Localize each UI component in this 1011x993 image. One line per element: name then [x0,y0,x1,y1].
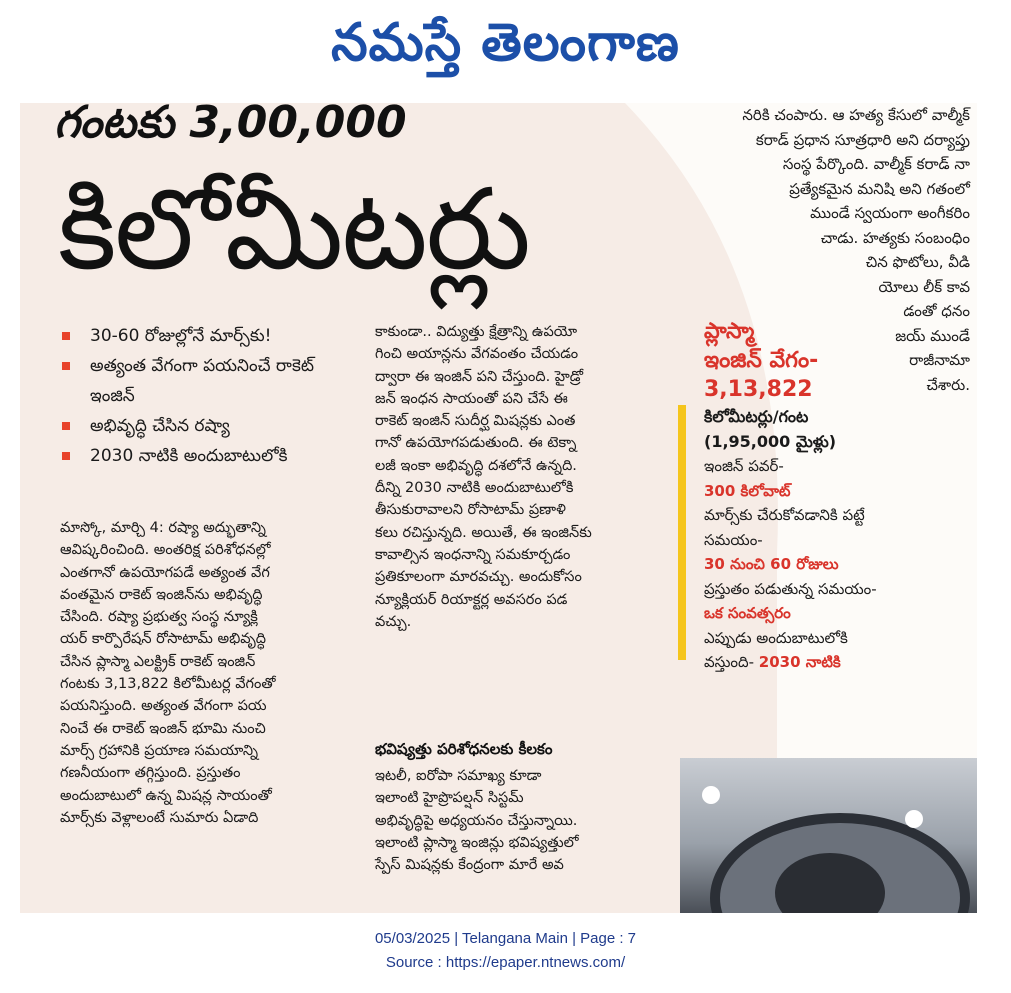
body-line: ద్వారా ఈ ఇంజిన్ పని చేస్తుంది. హైడ్రో [375,368,584,385]
body-line: గంటకు 3,13,822 కిలోమీటర్ల వేగంతో [60,676,276,693]
body-line: చేసింది. రష్యా ప్రభుత్వ సంస్థ న్యూక్లి [60,609,258,626]
fact-box [704,317,964,675]
bullet-square-icon [62,422,70,430]
factbox-current-label: ప్రస్తుతం పడుతున్న సమయం- [704,579,877,598]
newspaper-masthead: నమస్తే తెలంగాణ [331,13,680,73]
body-line: వచ్చు. [375,613,412,630]
body-line: స్పేస్ మిషన్లకు కేంద్రంగా మారే అవ [375,857,564,874]
highlight-item: అభివృద్ధి చేసిన రష్యా [60,411,360,441]
factbox-mars-label-2: సమయం- [704,530,763,549]
body-line: జన్ ఇంధన సాయంతో పని చేసే ఈ [375,390,568,407]
body-line: ఇలాంటి ప్లాస్మా ఇంజిన్లు భవిష్యత్తులో [375,834,579,851]
adjacent-line: యోలు లీక్ కావ [878,277,970,296]
rocket-engine-photo [680,758,977,913]
body-line: కాకుండా.. విద్యుత్తు క్షేత్రాన్ని ఉపయో [375,324,578,340]
news-clipping [20,103,977,913]
body-line: ఇలాంటి హైప్రొపల్షన్ సిస్టమ్ [375,790,524,807]
factbox-availability-line: వస్తుంది- 2030 నాటికి [704,653,841,671]
body-line: తీసుకురావాలని రోసాటామ్ ప్రణాళి [375,502,566,519]
subheading: భవిష్యత్తు పరిశోధనలకు కీలకం [375,740,553,758]
body-line: అభివృద్ధిపై అధ్యయనం చేస్తున్నాయి. [375,812,578,829]
adjacent-line: సంస్థ పేర్కొంది. వాల్మీక్ కరాడ్ నా [782,155,970,173]
body-line: లజీ ఇంకా అభివృద్ధి దశలోనే ఉన్నది. [375,457,577,474]
factbox-title-2: ఇంజిన్ వేగం- [704,348,819,373]
adjacent-line: చాడు. హత్యకు సంబంధిం [820,228,970,247]
headline-kicker: గంటకు 3,00,000 [54,103,407,148]
body-line: కావాల్సిన ఇంధనాన్ని సమకూర్చడం [375,546,571,563]
body-line: మాస్కో, మార్చి 4: రష్యా అద్భుతాన్ని [60,520,266,536]
footer-edition-info: 05/03/2025 | Telangana Main | Page : 7 [374,930,637,947]
body-line: గానో ఉపయోగపడుతుంది. ఈ టెక్నా [375,435,577,452]
bullet-square-icon [62,362,70,370]
body-line: వంతమైన రాకెట్ ఇంజిన్‌ను అభివృద్ధి [60,586,263,603]
factbox-power-value: 300 కిలోవాట్ [704,481,791,500]
body-line: చేసిన ప్లాస్మా ఎలక్ట్రిక్ రాకెట్ ఇంజిన్ [60,653,256,670]
factbox-speed-miles: (1,95,000 మైళ్లు) [704,431,837,451]
factbox-mars-label: మార్స్‌కు చేరుకోవడానికి పట్టే [704,506,865,524]
body-line: గించి అయాన్లను వేగవంతం చేయడం [375,346,579,363]
footer-source-link[interactable]: Source : https://epaper.ntnews.com/ [385,954,626,971]
body-line: కలు రచిస్తున్నది. అయితే, ఈ ఇంజిన్‌కు [375,524,592,541]
article-body-column-2-continued [375,765,665,876]
adjacent-line: చేశారు. [926,375,970,394]
factbox-speed-unit: కిలోమీటర్లు/గంట [704,407,809,426]
body-line: గణనీయంగా తగ్గిస్తుంది. ప్రస్తుతం [60,765,241,782]
body-line: నించే ఈ రాకెట్ ఇంజిన్ భూమి నుంచి [60,720,266,737]
light-glow-shape [702,786,720,804]
body-line: ప్రతికూలంగా మారవచ్చు. అందుకోసం [375,569,582,586]
factbox-power-label: ఇంజిన్ పవర్- [704,457,784,475]
factbox-mars-value: 30 నుంచి 60 రోజులు [704,555,839,573]
body-line: ఎంతగానో ఉపయోగపడే అత్యంత వేగ [60,564,270,581]
factbox-accent-bar [678,405,686,660]
adjacent-line: చిన ఫొటోలు, వీడి [865,253,970,271]
bullet-square-icon [62,452,70,460]
adjacent-line: ప్రత్యేకమైన మనిషి అని గతంలో [789,179,970,198]
article-body-column-1 [60,517,360,829]
article-body-column-2 [375,321,665,633]
body-line: రాకెట్ ఇంజిన్ సుదీర్ఘ మిషన్లకు ఎంత [375,413,576,430]
factbox-current-value: ఒక సంవత్సరం [704,604,791,622]
body-line: పయనిస్తుంది. అత్యంత వేగంగా పయ [60,698,267,715]
body-line: న్యూక్లియర్ రియాక్టర్ల అవసరం పడ [375,591,568,608]
body-line: అందుబాటులో ఉన్న మిషన్ల సాయంతో [60,787,272,804]
highlight-item: 2030 నాటికి అందుబాటులోకి [60,441,360,471]
headline: కిలోమీటర్లు [58,165,530,295]
adjacent-line: కరాడ్ ప్రధాన సూత్రధారి అని దర్యాప్తు [755,130,970,149]
adjacent-line: జయ్ ముండే [895,326,970,345]
highlight-item: 30-60 రోజుల్లోనే మార్స్‌కు! [60,321,360,351]
factbox-speed: 3,13,822 [704,377,813,402]
body-line: మార్స్‌కు వెళ్లాలంటే సుమారు ఏడాది [60,809,259,826]
bullet-square-icon [62,332,70,340]
adjacent-line: నరికి చంపారు. ఆ హత్య కేసులో వాల్మీక్ [742,106,970,124]
highlight-item: అత్యంత వేగంగా పయనించే రాకెట్ ఇంజిన్ [60,351,360,411]
factbox-title: ప్లాస్మా [704,319,755,344]
adjacent-line: ముండే స్వయంగా అంగీకరిం [810,204,970,222]
adjacent-line: రాజీనామా [909,351,970,369]
body-line: ఆవిష్కరించింది. అంతరిక్ష పరిశోధనల్లో [60,542,271,559]
body-line: మార్స్ గ్రహానికి ప్రయాణ సమయాన్ని [60,742,258,759]
highlights-list [60,321,360,471]
adjacent-line: డంతో ధనం [903,302,970,320]
body-line: ఇటలీ, ఐరోపా సమాఖ్య కూడా [375,768,542,784]
body-line: యర్ కార్పొరేషన్ రోసాటామ్ అభివృద్ధి [60,631,266,648]
body-line: దీన్ని 2030 నాటికి అందుబాటులోకి [375,480,574,497]
light-glow-shape [905,810,923,828]
factbox-availability-value: 2030 నాటికి [758,653,841,671]
factbox-availability-label: ఎప్పుడు అందుబాటులోకి [704,628,848,647]
